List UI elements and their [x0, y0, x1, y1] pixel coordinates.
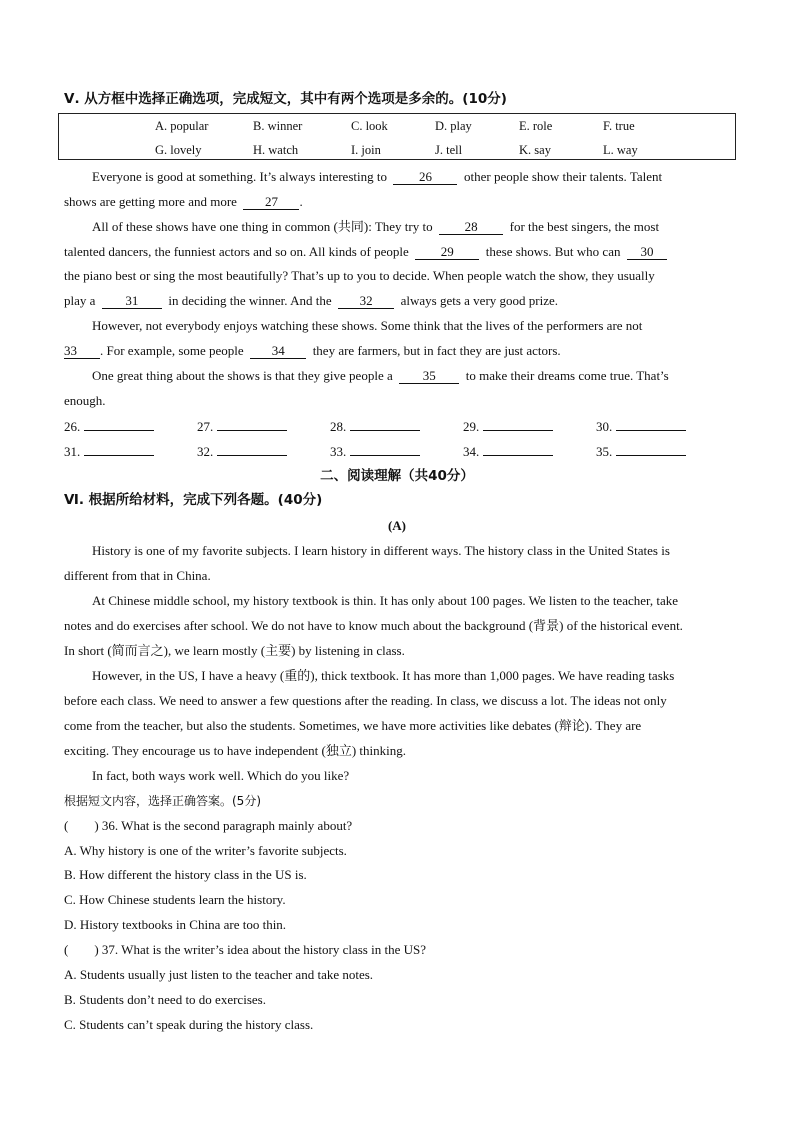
- passage-line: However, not everybody enjoys watching these shows. Some think that the lives of the performers are not: [92, 318, 643, 333]
- option-e: E. role: [519, 119, 553, 133]
- option-l: L. way: [603, 143, 638, 157]
- reading-line: In fact, both ways work well. Which do you like?: [92, 768, 350, 783]
- blank-33[interactable]: 33: [64, 344, 100, 359]
- passage-line: One great thing about the shows is that they give people a 35 to make their dreams come true. That’s: [92, 368, 669, 383]
- answer-slot-33[interactable]: 33.: [330, 443, 420, 460]
- reading-line: before each class. We need to answer a few questions after the reading. In class, we discuss a lot. The ideas not only: [64, 693, 667, 708]
- blank-34[interactable]: 34: [250, 344, 306, 359]
- passage-line: shows are getting more and more 27 .: [64, 194, 303, 209]
- blank-28[interactable]: 28: [439, 220, 503, 235]
- section6-heading: Ⅵ. 根据所给材料，完成下列各题。(40分): [64, 492, 323, 508]
- option-h: H. watch: [253, 143, 299, 157]
- reading-line: come from the teacher, but also the students. Sometimes, we have more activities like debates (辩论). They are: [64, 718, 642, 733]
- option-d: D. play: [435, 119, 472, 133]
- answer-slot-32[interactable]: 32.: [197, 443, 287, 460]
- blank-26[interactable]: 26: [393, 170, 457, 185]
- passage-line: All of these shows have one thing in common (共同): They try to 28 for the best singers, the most: [92, 219, 660, 234]
- passage-line: talented dancers, the funniest actors and so on. All kinds of people 29 these shows. But who can 30: [64, 244, 732, 260]
- blank-35[interactable]: 35: [399, 369, 459, 384]
- answer-slot-27[interactable]: 27.: [197, 418, 287, 435]
- question-instruction: 根据短文内容，选择正确答案。(5分): [64, 794, 261, 808]
- question-37[interactable]: ( ) 37. What is the writer’s idea about the history class in the US?: [64, 942, 427, 957]
- question-36[interactable]: ( ) 36. What is the second paragraph mainly about?: [64, 818, 353, 833]
- reading-line: different from that in China.: [64, 568, 211, 583]
- option-a: A. popular: [155, 119, 209, 133]
- reading-line: notes and do exercises after school. We do not have to know much about the background (背景) of the historical event.: [64, 618, 683, 633]
- passage-line: 33 . For example, some people 34 they are farmers, but in fact they are just actors.: [64, 343, 561, 358]
- blank-32[interactable]: 32: [338, 294, 394, 309]
- answer-slot-29[interactable]: 29.: [463, 418, 553, 435]
- q37-option-a[interactable]: A. Students usually just listen to the teacher and take notes.: [64, 967, 374, 982]
- blank-27[interactable]: 27: [243, 195, 299, 210]
- reading-line: However, in the US, I have a heavy (重的), thick textbook. It has more than 1,000 pages. We have reading tasks: [92, 668, 675, 683]
- reading-line: History is one of my favorite subjects. I learn history in different ways. The history class in the United States is: [92, 543, 670, 558]
- q36-option-c[interactable]: C. How Chinese students learn the history.: [64, 892, 286, 907]
- blank-30[interactable]: 30: [627, 245, 667, 260]
- blank-31[interactable]: 31: [102, 294, 162, 309]
- passage-line: the piano best or sing the most beautifully? That’s up to you to decide. When people watch the show, they usually: [64, 268, 655, 283]
- answer-slot-31[interactable]: 31.: [64, 443, 154, 460]
- reading-line: At Chinese middle school, my history textbook is thin. It has only about 100 pages. We listen to the teacher, take: [92, 593, 678, 608]
- section5-heading: Ⅴ. 从方框中选择正确选项，完成短文，其中有两个选项是多余的。(10分): [64, 91, 507, 107]
- reading-line: In short (简而言之), we learn mostly (主要) by listening in class.: [64, 643, 405, 658]
- part2-title: 二、阅读理解（共40分）: [320, 468, 474, 484]
- option-c: C. look: [351, 119, 388, 133]
- q36-option-b[interactable]: B. How different the history class in the US is.: [64, 867, 307, 882]
- passage-line: Everyone is good at something. It’s always interesting to 26 other people show their talents. Talent: [92, 169, 663, 184]
- q36-option-d[interactable]: D. History textbooks in China are too thin.: [64, 917, 287, 932]
- answer-slot-34[interactable]: 34.: [463, 443, 553, 460]
- answer-slot-28[interactable]: 28.: [330, 418, 420, 435]
- reading-line: exciting. They encourage us to have independent (独立) thinking.: [64, 743, 406, 758]
- q36-option-a[interactable]: A. Why history is one of the writer’s favorite subjects.: [64, 843, 347, 858]
- passage-line: enough.: [64, 393, 106, 408]
- option-k: K. say: [519, 143, 551, 157]
- options-box: [58, 113, 736, 160]
- answer-slot-35[interactable]: 35.: [596, 443, 686, 460]
- q37-option-c[interactable]: C. Students can’t speak during the history class.: [64, 1017, 314, 1032]
- option-i: I. join: [351, 143, 381, 157]
- q37-option-b[interactable]: B. Students don’t need to do exercises.: [64, 992, 266, 1007]
- answer-slot-30[interactable]: 30.: [596, 418, 686, 435]
- answer-slot-26[interactable]: 26.: [64, 418, 154, 435]
- option-b: B. winner: [253, 119, 303, 133]
- option-g: G. lovely: [155, 143, 202, 157]
- blank-29[interactable]: 29: [415, 245, 479, 260]
- passage-subtitle: (A): [387, 518, 407, 533]
- passage-line: play a 31 in deciding the winner. And the 32 always gets a very good prize.: [64, 293, 558, 308]
- option-j: J. tell: [435, 143, 463, 157]
- option-f: F. true: [603, 119, 635, 133]
